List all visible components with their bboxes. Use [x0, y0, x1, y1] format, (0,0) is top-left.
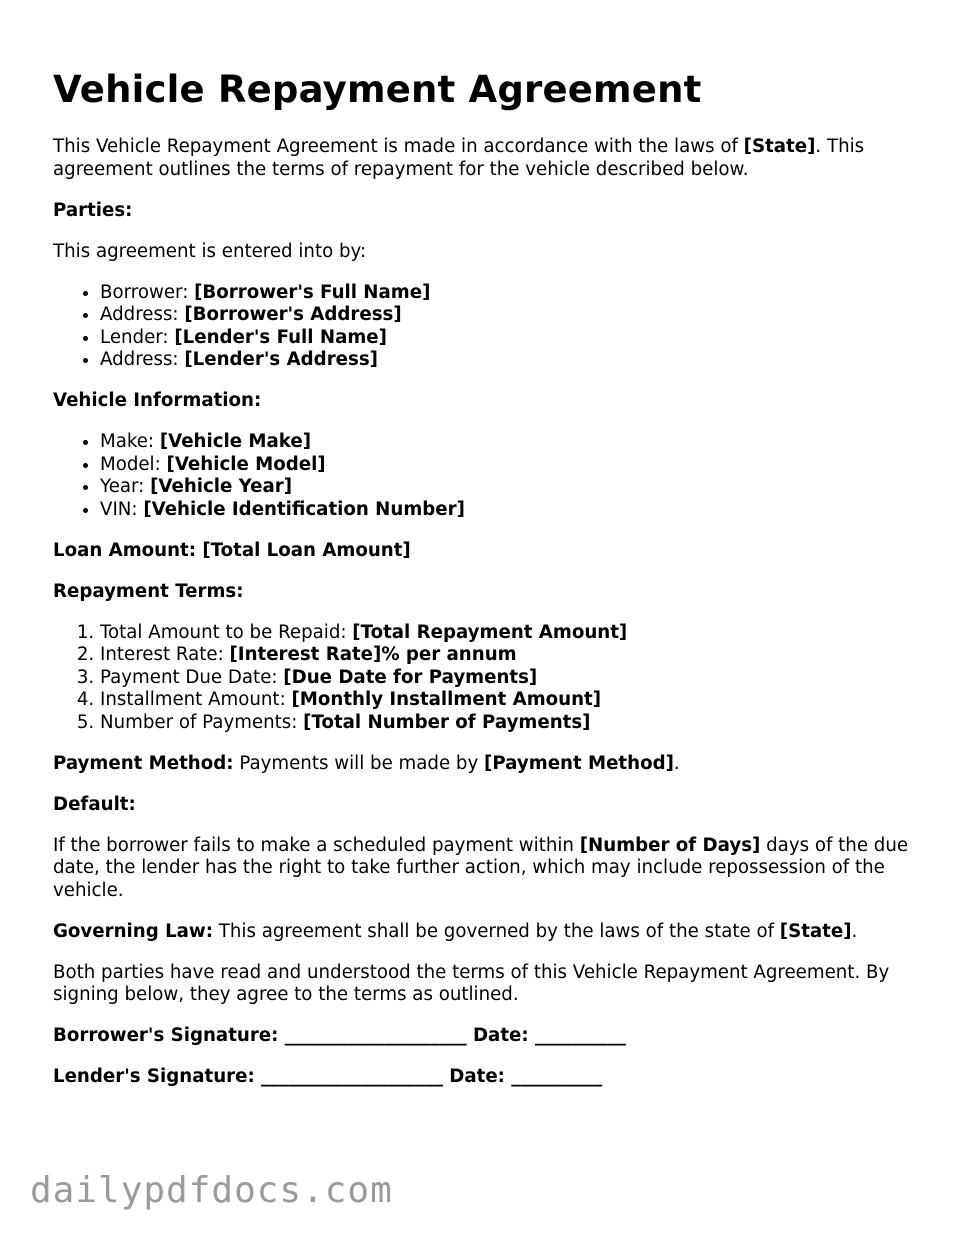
vehicle-heading: Vehicle Information: [53, 390, 262, 411]
list-item: • Year: [Vehicle Year] [100, 476, 913, 499]
vehicle-list [53, 431, 913, 521]
list-item: 5. Number of Payments: [Total Number of Payments] [100, 712, 913, 735]
intro-paragraph [53, 136, 913, 181]
default-paragraph: If the borrower fails to make a scheduled payment within [Number of Days] days of the due date, the lender has the right to take further action, which may include repossession of the vehicle. [53, 834, 909, 901]
acknowledgement-paragraph: Both parties have read and understood the terms of this Vehicle Repayment Agreement. By signing below, they agree to the terms as outlined. [53, 961, 890, 1005]
parties-heading: Parties: [53, 199, 133, 221]
list-item: • VIN: [Vehicle Identification Number] [100, 499, 913, 522]
list-item: • Address: [Lender's Address] [100, 349, 913, 372]
intro-text-before: This Vehicle Repayment Agreement is made in accordance with the laws of [53, 136, 744, 157]
list-item: • Borrower: [Borrower's Full Name] [100, 282, 913, 305]
list-item: • Model: [Vehicle Model] [100, 454, 913, 477]
parties-intro: This agreement is entered into by: [53, 240, 367, 262]
default-heading: Default: [53, 793, 136, 815]
intro-text-after: . This agreement outlines the terms of repayment for the vehicle described below. [53, 136, 865, 180]
list-item: 2. Interest Rate: [Interest Rate]% per annum [100, 644, 913, 667]
governing-law: Governing Law: This agreement shall be governed by the laws of the state of [State]. [53, 920, 858, 942]
repayment-list [53, 622, 913, 735]
document-page [53, 66, 913, 1089]
intro-state-placeholder: [State] [743, 136, 816, 157]
loan-amount: Loan Amount: [Total Loan Amount] [53, 539, 411, 561]
payment-method: Payment Method: Payments will be made by [Payment Method]. [53, 752, 680, 774]
parties-list [53, 282, 913, 372]
borrower-signature-line: Borrower's Signature: ____________________ Date: __________ [53, 1025, 626, 1046]
repayment-heading: Repayment Terms: [53, 580, 244, 602]
watermark: dailypdfdocs.com [30, 1170, 393, 1211]
list-item: • Address: [Borrower's Address] [100, 304, 913, 327]
list-item: 3. Payment Due Date: [Due Date for Payments] [100, 667, 913, 690]
document-title: Vehicle Repayment Agreement [53, 68, 702, 111]
list-item: • Make: [Vehicle Make] [100, 431, 913, 454]
lender-signature-line: Lender's Signature: ____________________ Date: __________ [53, 1066, 603, 1087]
list-item: • Lender: [Lender's Full Name] [100, 327, 913, 350]
list-item: 4. Installment Amount: [Monthly Installment Amount] [100, 689, 913, 712]
list-item: 1. Total Amount to be Repaid: [Total Repayment Amount] [100, 622, 913, 645]
